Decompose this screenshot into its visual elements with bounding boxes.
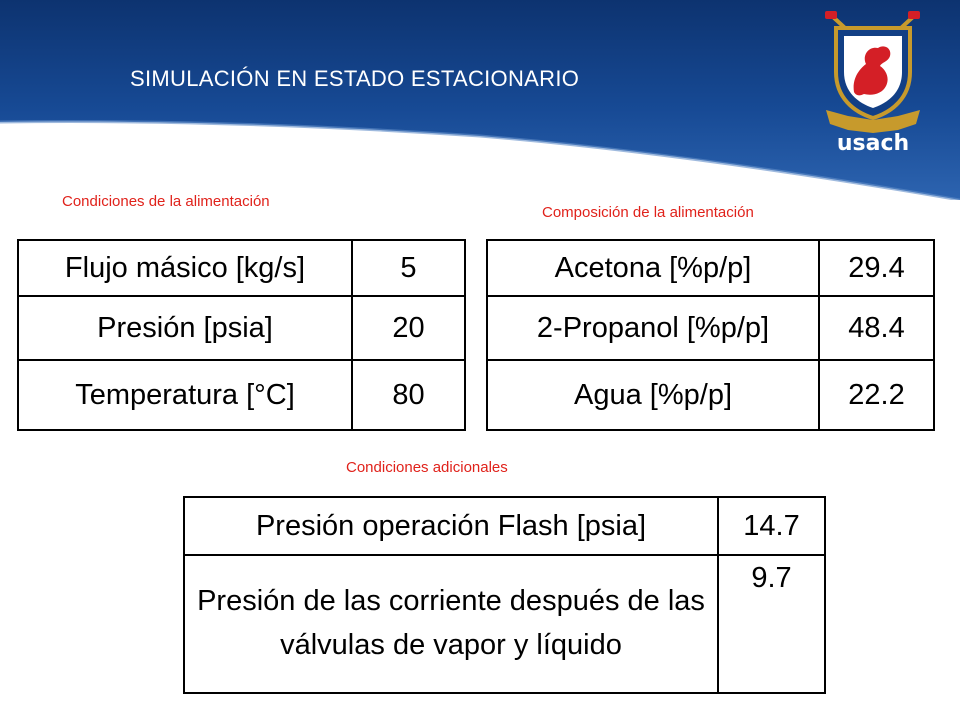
- row-value-valve-pressure: 9.7: [718, 555, 825, 693]
- table-row: [18, 360, 465, 430]
- header-band: [0, 0, 960, 200]
- row-value-water: 22.2: [819, 360, 934, 430]
- feed-composition-table: [486, 239, 935, 431]
- row-value-acetone: 29.4: [819, 240, 934, 296]
- row-value-2-propanol: 48.4: [819, 296, 934, 360]
- row-label-pressure: Presión [psia]: [18, 296, 352, 360]
- row-label-mass-flow: Flujo másico [kg/s]: [18, 240, 352, 296]
- row-label-water: Agua [%p/p]: [487, 360, 819, 430]
- row-value-pressure: 20: [352, 296, 465, 360]
- logo-wordmark: usach: [836, 131, 910, 156]
- section-label-feed-composition: Composición de la alimentación: [542, 204, 754, 221]
- table-row: [487, 240, 934, 296]
- row-label-acetone: Acetona [%p/p]: [487, 240, 819, 296]
- row-value-flash-pressure: 14.7: [718, 497, 825, 555]
- usach-logo: [818, 6, 928, 156]
- table-row: [184, 555, 825, 693]
- table-row: [487, 360, 934, 430]
- section-label-additional-conditions: Condiciones adicionales: [346, 459, 508, 476]
- row-label-valve-pressure: Presión de las corriente después de las válvulas de vapor y líquido: [184, 555, 718, 693]
- table-row: [18, 296, 465, 360]
- row-value-temperature: 80: [352, 360, 465, 430]
- additional-conditions-table: [183, 496, 826, 694]
- row-label-2-propanol: 2-Propanol [%p/p]: [487, 296, 819, 360]
- table-row: [184, 497, 825, 555]
- row-value-mass-flow: 5: [352, 240, 465, 296]
- section-label-feed-conditions: Condiciones de la alimentación: [62, 193, 270, 210]
- row-label-temperature: Temperatura [°C]: [18, 360, 352, 430]
- row-label-flash-pressure: Presión operación Flash [psia]: [184, 497, 718, 555]
- feed-conditions-table: [17, 239, 466, 431]
- table-row: [487, 296, 934, 360]
- slide-title: SIMULACIÓN EN ESTADO ESTACIONARIO: [130, 66, 580, 91]
- table-row: [18, 240, 465, 296]
